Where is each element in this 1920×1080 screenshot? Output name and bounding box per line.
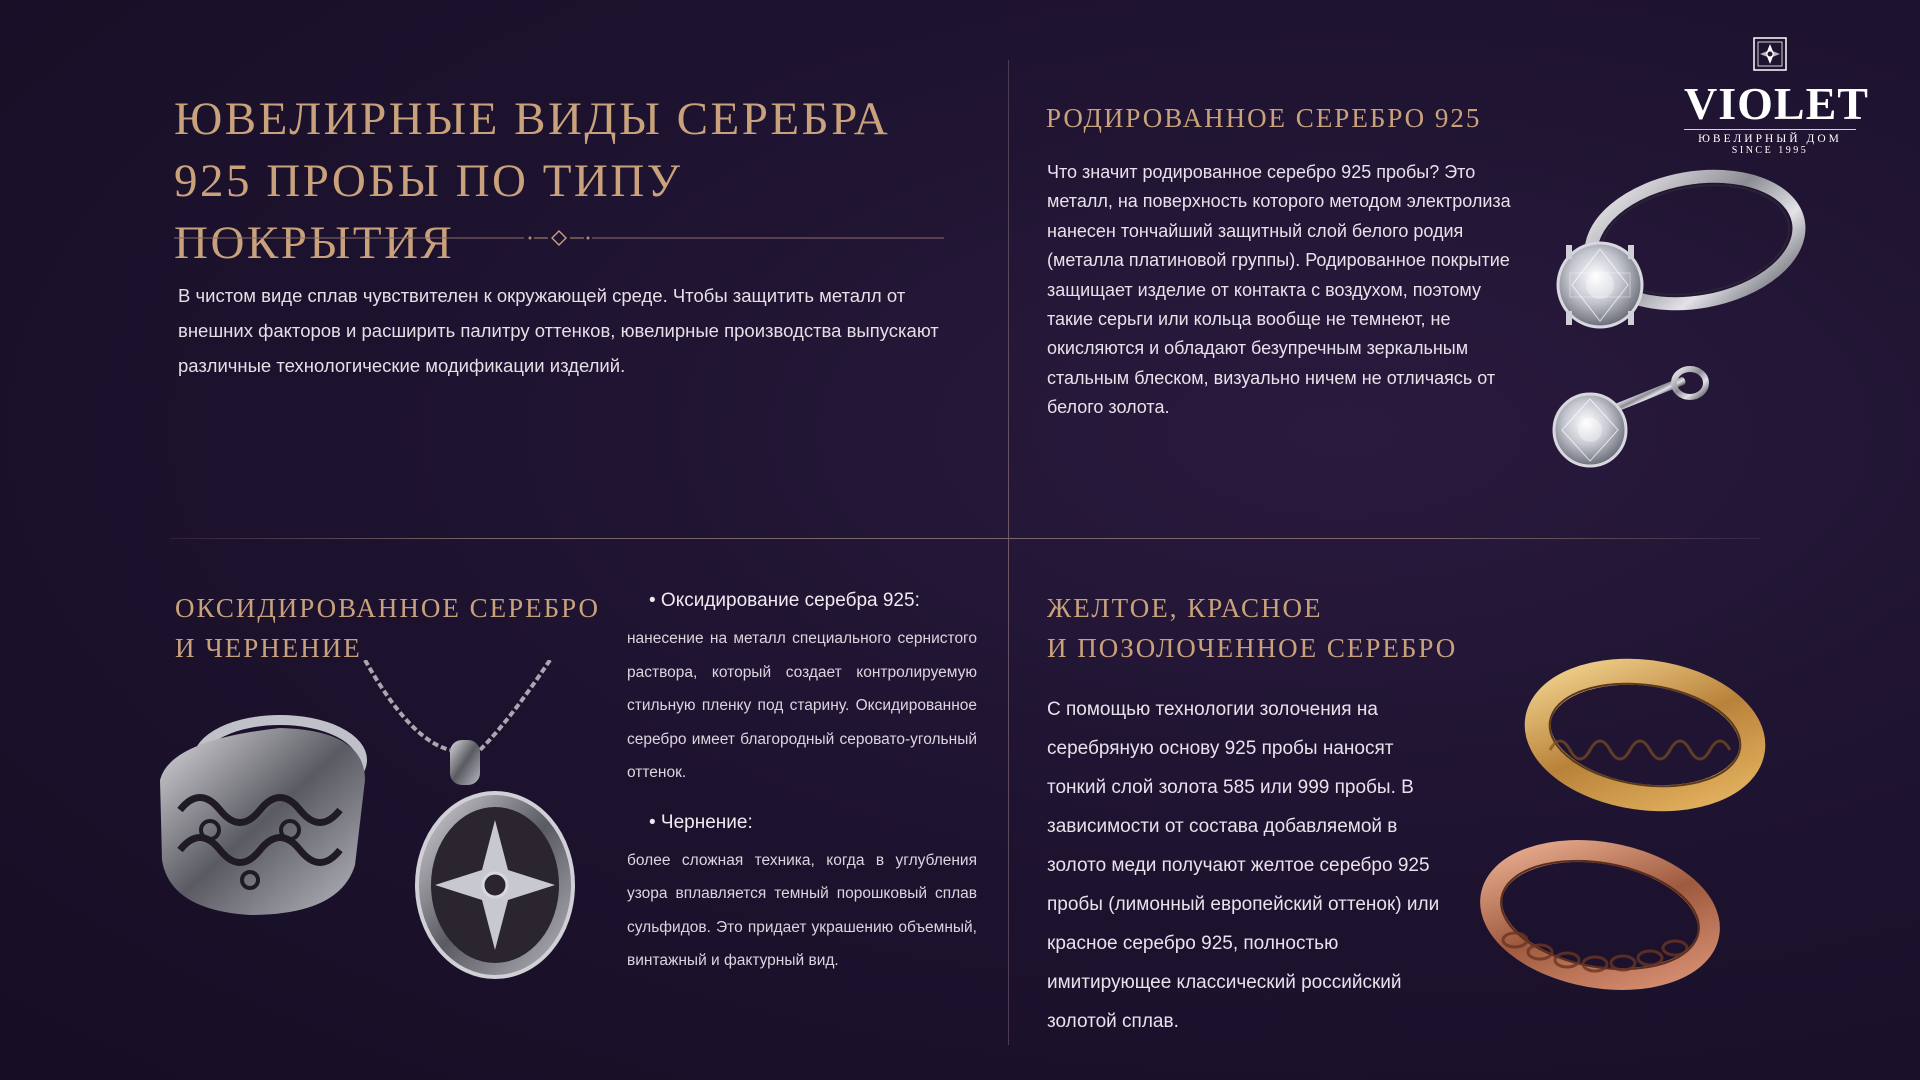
vertical-divider xyxy=(1008,60,1009,1045)
diamond-divider-icon xyxy=(174,228,944,248)
brand-since: SINCE 1995 xyxy=(1731,145,1809,156)
rhodium-text: Что значит родированное серебро 925 пробы? Это металл, на поверхность которого методом электролиза нанесен тончайший защитный слой белого родия (металла платиновой группы). Родированное покрытие защищает изделие от контакта с воздухом, поэтому такие серьги или кольца вообще не темнеют, не окисляются и обладают безупречным зеркальным стальным блеском, визуально ничем не отличаясь от белого золота. xyxy=(1047,162,1511,418)
niello-title: • Чернение: xyxy=(649,811,753,833)
red-gold-ring-image xyxy=(1470,830,1730,1005)
brand-logo xyxy=(1684,36,1869,156)
oxidized-heading-line2: И ЧЕРНЕНИЕ xyxy=(175,633,362,663)
intro-text: В чистом виде сплав чувствителен к окружающей среде. Чтобы защитить металл от внешних факторов и расширить палитру оттенков, ювелирные производства выпускают различные технологические модификации изделий. xyxy=(178,285,939,376)
oxidized-details xyxy=(627,590,977,978)
yellow-gold-ring-image xyxy=(1520,650,1770,815)
gold-text: С помощью технологии золочения на серебряную основу 925 пробы наносят тонкий слой золота 585 или 999 пробы. В зависимости от состава добавляемой в золото меди получают желтое серебро 925 пробы (лимонный европейский оттенок) или красное серебро 925, полностью имитирующее классический российский золотой сплав. xyxy=(1047,699,1440,1032)
brand-name: VIOLET xyxy=(1684,78,1869,129)
oxidation-title: • Оксидирование серебра 925: xyxy=(649,590,920,611)
rhodium-earring-image xyxy=(1540,365,1730,495)
niello-text: более сложная техника, когда в углубления узора вплавляется темный порошковый сплав сульфидов. Это придает украшению объемный, винтажный и фактурный вид. xyxy=(627,851,977,969)
oxidized-ring-image xyxy=(140,700,380,930)
oxidation-text: нанесение на металл специального сернистого раствора, который создает контролируемую стильную пленку под старину. Оксидированное серебро имеет благородный серовато-угольный оттенок. xyxy=(627,630,977,781)
gold-heading xyxy=(1047,588,1487,668)
rhodium-heading: РОДИРОВАННОЕ СЕРЕБРО 925 xyxy=(1046,103,1482,133)
oxidized-pendant-image xyxy=(350,660,610,1020)
page-title-line2: 925 ПРОБЫ ПО ТИПУ ПОКРЫТИЯ xyxy=(174,155,683,269)
oxidized-heading-line1: ОКСИДИРОВАННОЕ СЕРЕБРО xyxy=(175,593,601,623)
brand-emblem-icon xyxy=(1752,36,1788,72)
gold-heading-line1: ЖЕЛТОЕ, КРАСНОЕ xyxy=(1047,593,1323,623)
brand-subtitle: ЮВЕЛИРНЫЙ ДОМ xyxy=(1684,129,1856,145)
horizontal-divider xyxy=(170,538,1760,539)
rhodium-ring-image xyxy=(1530,145,1810,355)
oxidized-heading xyxy=(175,588,615,668)
gold-heading-line2: И ПОЗОЛОЧЕННОЕ СЕРЕБРО xyxy=(1047,633,1458,663)
page-title-line1: ЮВЕЛИРНЫЕ ВИДЫ СЕРЕБРА xyxy=(174,93,891,145)
